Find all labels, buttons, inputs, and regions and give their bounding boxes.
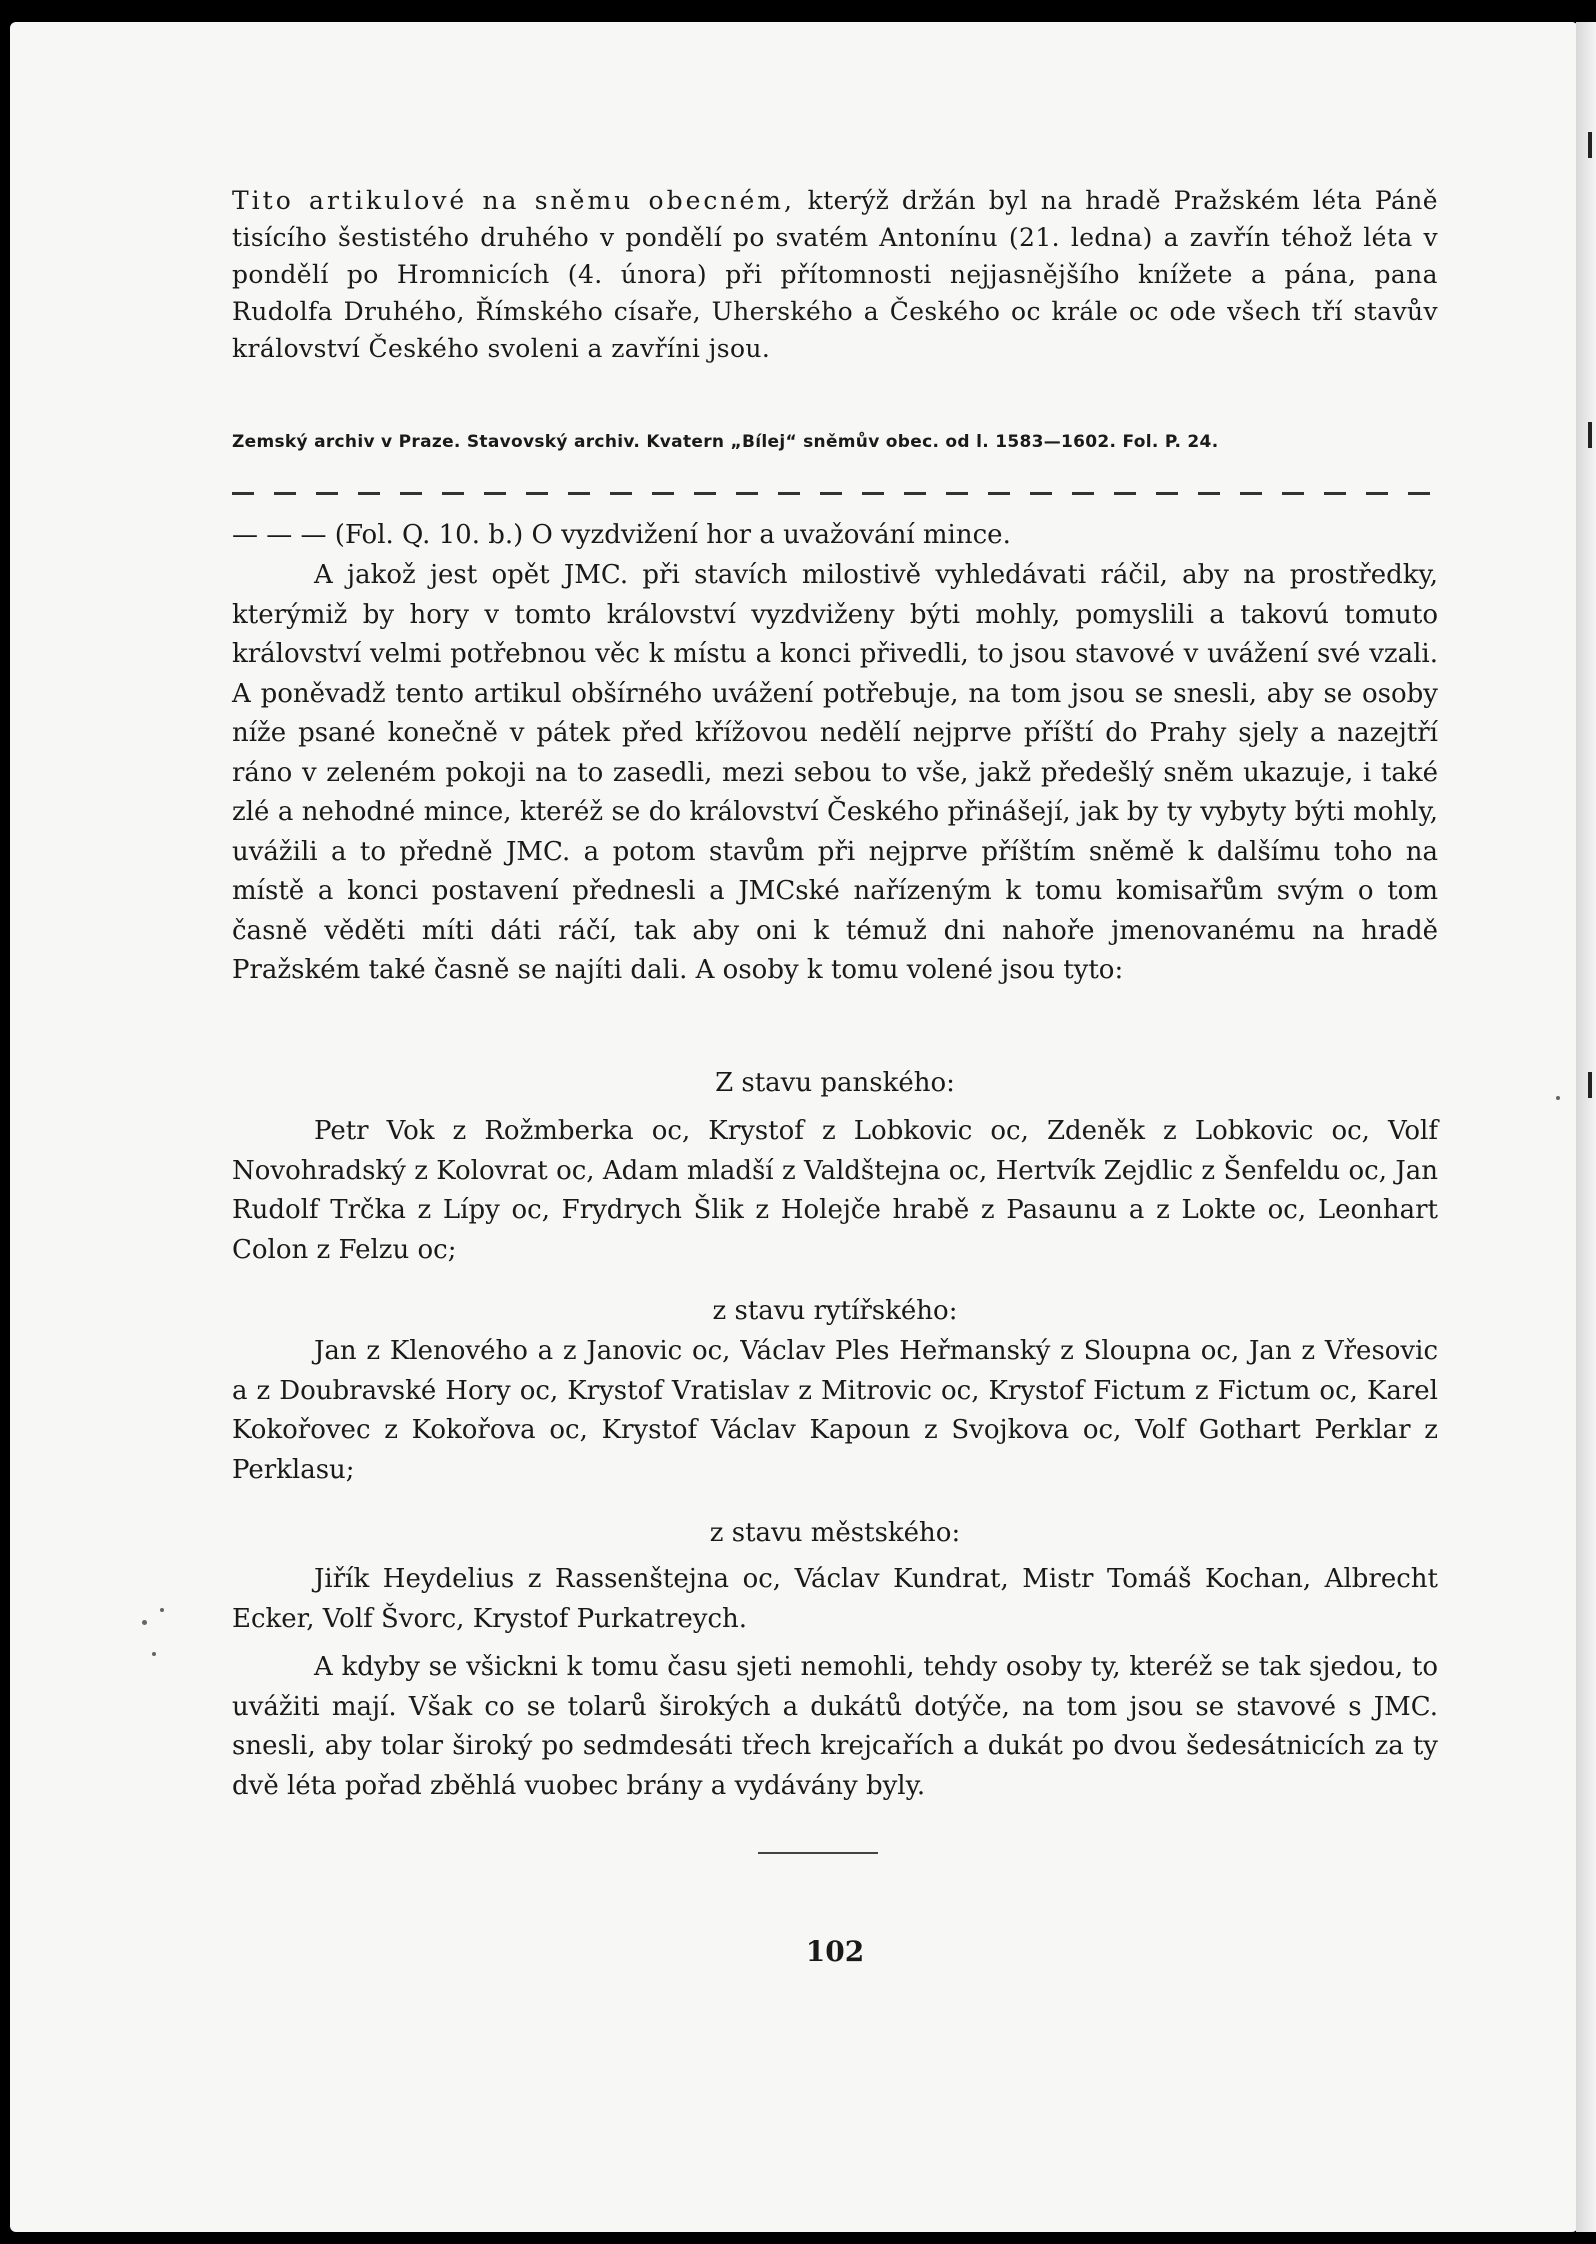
speck: [160, 1608, 164, 1612]
list-burghers: [232, 1560, 1438, 1639]
burghers-names: Jiřík Heydelius z Rassenštejna oc, Václav Kundrat, Mistr Tomáš Kochan, Albrecht Ecker, Volf Švorc, Krystof Purkatreych.: [232, 1564, 1438, 1634]
header-text: kterýž držán byl na hradě Pražském léta Páně tisícího šestistého druhého v pondělí po svatém Antonínu (21. ledna) a zavřín téhož léta v pondělí po Hromnicích (4. února) při přítomnosti nejjasnějšího knížete a pána, pana Rudolfa Druhého, Římského císaře, Uherského a Českého oc krále oc ode všech tří stavův království Českého svoleni a zavříni jsou.: [232, 186, 1438, 363]
page-number: 102: [805, 1935, 865, 1968]
paragraph-coins: [232, 1648, 1438, 1806]
dashed-separator: [232, 492, 1438, 495]
paragraph-1: A jakož jest opět JMC. při stavích milostivě vyhledávati ráčil, aby na prostředky, kterýmiž by hory v tomto království vyzdviženy býti mohly, pomyslili a takovú tomuto království velmi potřebnou věc k místu a konci přivedli, to jsou stavové v uvážení své vzali. A poněvadž tento artikul obšírného uvážení potřebuje, na tom jsou se snesli, aby se osoby níže psané konečně v pátek před křížovou nedělí nejprve příští do Prahy sjely a nazejtří ráno v zeleném pokoji na to zasedli, mezi sebou to vše, jakž předešlý sněm ukazuje, i také zlé a nehodné mince, kteréž se do království Českého přinášejí, jak by ty vybyty býti mohly, uvážili a to předně JMC. a potom stavům při nejprve příštím sněmě k dalšímu toho na místě a konci postavení přednesli a JMCské nařízeným k tomu komisařům svým o tom časně věděti míti dáti ráčí, tak aby oni k témuž dni nahoře jmenovanému na hradě Pražském také časně se najíti dali. A osoby k tomu volené jsou tyto:: [232, 560, 1438, 985]
folio-heading: — — — (Fol. Q. 10. b.) O vyzdvižení hor a uvažování mince.: [232, 520, 1011, 550]
heading-lords: Z stavu panského:: [715, 1068, 955, 1098]
speck: [142, 1620, 147, 1625]
paragraph-2: A kdyby se všickni k tomu času sjeti nemohli, tehdy osoby ty, kteréž se tak sjedou, to uvážiti mají. Však co se tolarů širokých a dukátů dotýče, na tom jsou se stavové s JMC. snesli, aby tolar široký po sedmdesáti třech krejcařích a dukát po dvou šedesátnicích za ty dvě léta pořad zběhlá vuobec brány a vydávány byly.: [232, 1652, 1438, 1801]
list-knights: [232, 1332, 1438, 1490]
page-edge: [1576, 22, 1596, 2232]
edge-mark: [1588, 1072, 1592, 1098]
edge-mark: [1588, 132, 1592, 158]
speck: [152, 1652, 156, 1656]
knights-names: Jan z Klenového a z Janovic oc, Václav Ples Heřmanský z Sloupna oc, Jan z Vřesovic a z Doubravské Hory oc, Krystof Vratislav z Mitrovic oc, Krystof Fictum z Fictum oc, Karel Kokořovec z Kokořova oc, Krystof Václav Kapoun z Svojkova oc, Volf Gothart Perklar z Perklasu;: [232, 1336, 1438, 1485]
paragraph-mines: [232, 556, 1438, 991]
header-lead: Tito artikulové na sněmu obecném,: [232, 186, 795, 215]
heading-knights: z stavu rytířského:: [712, 1296, 958, 1326]
list-lords: [232, 1112, 1438, 1270]
heading-burghers: z stavu městského:: [709, 1518, 961, 1548]
article-header: [232, 182, 1438, 367]
archive-source: Zemský archiv v Praze. Stavovský archiv. Kvatern „Bílej“ sněmův obec. od l. 1583—1602. Fol. P. 24.: [232, 432, 1219, 452]
edge-mark: [1588, 422, 1592, 448]
closing-rule: [758, 1852, 878, 1854]
speck: [1556, 1096, 1560, 1100]
lords-names: Petr Vok z Rožmberka oc, Krystof z Lobkovic oc, Zdeněk z Lobkovic oc, Volf Novohradský z Kolovrat oc, Adam mladší z Valdštejna oc, Hertvík Zejdlic z Šenfeldu oc, Jan Rudolf Trčka z Lípy oc, Frydrych Šlik z Holejče hrabě z Pasaunu a z Lokte oc, Leonhart Colon z Felzu oc;: [232, 1116, 1438, 1265]
